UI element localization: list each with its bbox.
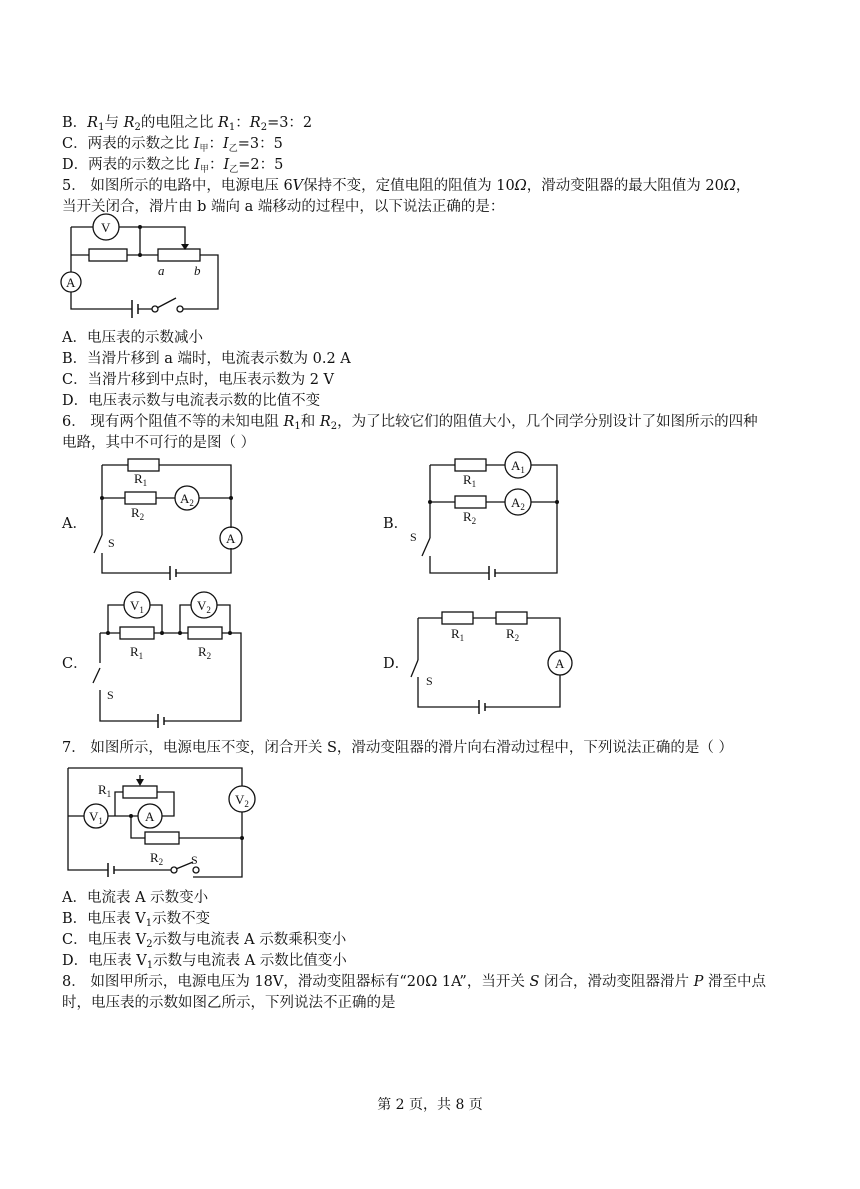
q5-end-b-label: b <box>194 263 201 278</box>
q6d-switch-label: S <box>426 674 433 688</box>
q6c-voltmeter1-label: $V_1$ <box>130 598 144 615</box>
q5-end-a-label: a <box>158 263 165 278</box>
q5-option-b: B．当滑片移到 a 端时，电流表示数为 0.2 A <box>62 351 351 367</box>
q6b-r1-label: $R_1$ <box>463 472 477 489</box>
q7-option-c: C．电压表 $V_2$示数与电流表 A 示数乘积变小 <box>62 932 347 950</box>
q6-stem-line2: 电路，其中不可行的是图（ ） <box>62 435 256 451</box>
q7-r2-label: $R_2$ <box>150 850 164 867</box>
q6-figure-c-label: C． <box>62 656 88 672</box>
q4-option-c: C．两表的示数之比 $I_甲$：$I_乙=3$：5 <box>62 136 283 154</box>
q8-stem-line1: 8． 如图甲所示，电源电压为 18V，滑动变阻器标有“20Ω 1A”，当开关 S 闭合，滑动变阻器滑片 P 滑至中点 <box>62 974 766 990</box>
q5-voltmeter-label: V <box>101 220 111 235</box>
page-footer: 第 2 页，共 8 页 <box>377 1097 483 1113</box>
q5-option-d: D．电压表示数与电流表示数的比值不变 <box>62 393 321 409</box>
q6c-voltmeter2-label: $V_2$ <box>197 598 211 615</box>
q6a-r2-label: $R_2$ <box>131 505 145 522</box>
q7-ammeter-label: A <box>145 809 155 824</box>
q5-ammeter-label: A <box>66 275 76 290</box>
q6b-r2-label: $R_2$ <box>463 509 477 526</box>
q8-stem-line2: 时，电压表的示数如图乙所示，下列说法不正确的是 <box>62 995 396 1011</box>
q5-option-a: A．电压表的示数减小 <box>62 330 203 346</box>
q7-voltmeter2-label: $V_2$ <box>235 792 249 809</box>
q6d-ammeter-label: A <box>555 656 565 671</box>
q6a-switch-label: S <box>108 536 115 550</box>
q5-stem-line2: 当开关闭合，滑片由 b 端向 a 端移动的过程中，以下说法正确的是： <box>62 199 505 215</box>
q6d-r2-label: $R_2$ <box>506 626 520 643</box>
q7-voltmeter1-label: $V_1$ <box>89 809 103 826</box>
q7-option-a: A．电流表 A 示数变小 <box>62 890 209 906</box>
q6d-r1-label: $R_1$ <box>451 626 465 643</box>
q7-r1-label: $R_1$ <box>98 782 112 799</box>
q7-option-b: B．电压表 $V_1$示数不变 <box>62 911 211 929</box>
q6a-ammeter2-label: $A_2$ <box>180 491 194 508</box>
q6b-ammeter2-label: $A_2$ <box>511 495 525 512</box>
q6-figure-d-label: D． <box>383 656 410 672</box>
q6-figure-b-label: B． <box>383 516 409 532</box>
q4-option-d: D．两表的示数之比 $I_甲$：$I_乙=2$：5 <box>62 157 284 175</box>
q6-figure-a-label: A． <box>62 516 87 532</box>
q4-option-b: B．$R_1$与 $R_2$的电阻之比 $R_1$：$R_2=3$：2 <box>62 115 313 133</box>
q6b-ammeter1-label: $A_1$ <box>511 458 525 475</box>
q7-stem: 7． 如图所示，电源电压不变，闭合开关 S，滑动变阻器的滑片向右滑动过程中，下列说法正确的是（ ） <box>62 740 733 756</box>
q5-option-c: C．当滑片移到中点时，电压表示数为 2 V <box>62 372 335 388</box>
q6a-ammeter-label: A <box>226 531 236 546</box>
q6c-switch-label: S <box>107 688 114 702</box>
q6a-r1-label: $R_1$ <box>134 471 148 488</box>
q5-stem-line1: 5． 如图所示的电路中，电源电压 6V保持不变，定值电阻的阻值为 10Ω，滑动变阻器的最大阻值为 20Ω， <box>62 178 751 194</box>
q7-option-d: D．电压表 $V_1$示数与电流表 A 示数比值变小 <box>62 953 347 971</box>
q6c-r1-label: $R_1$ <box>130 644 144 661</box>
q6c-r2-label: $R_2$ <box>198 644 212 661</box>
q6-stem-line1: 6． 现有两个阻值不等的未知电阻 $R_1$和 $R_2$，为了比较它们的阻值大小，几个同学分别设计了如图所示的四种 <box>62 414 758 432</box>
q6b-switch-label: S <box>410 530 417 544</box>
q7-switch-label: S <box>191 853 198 867</box>
